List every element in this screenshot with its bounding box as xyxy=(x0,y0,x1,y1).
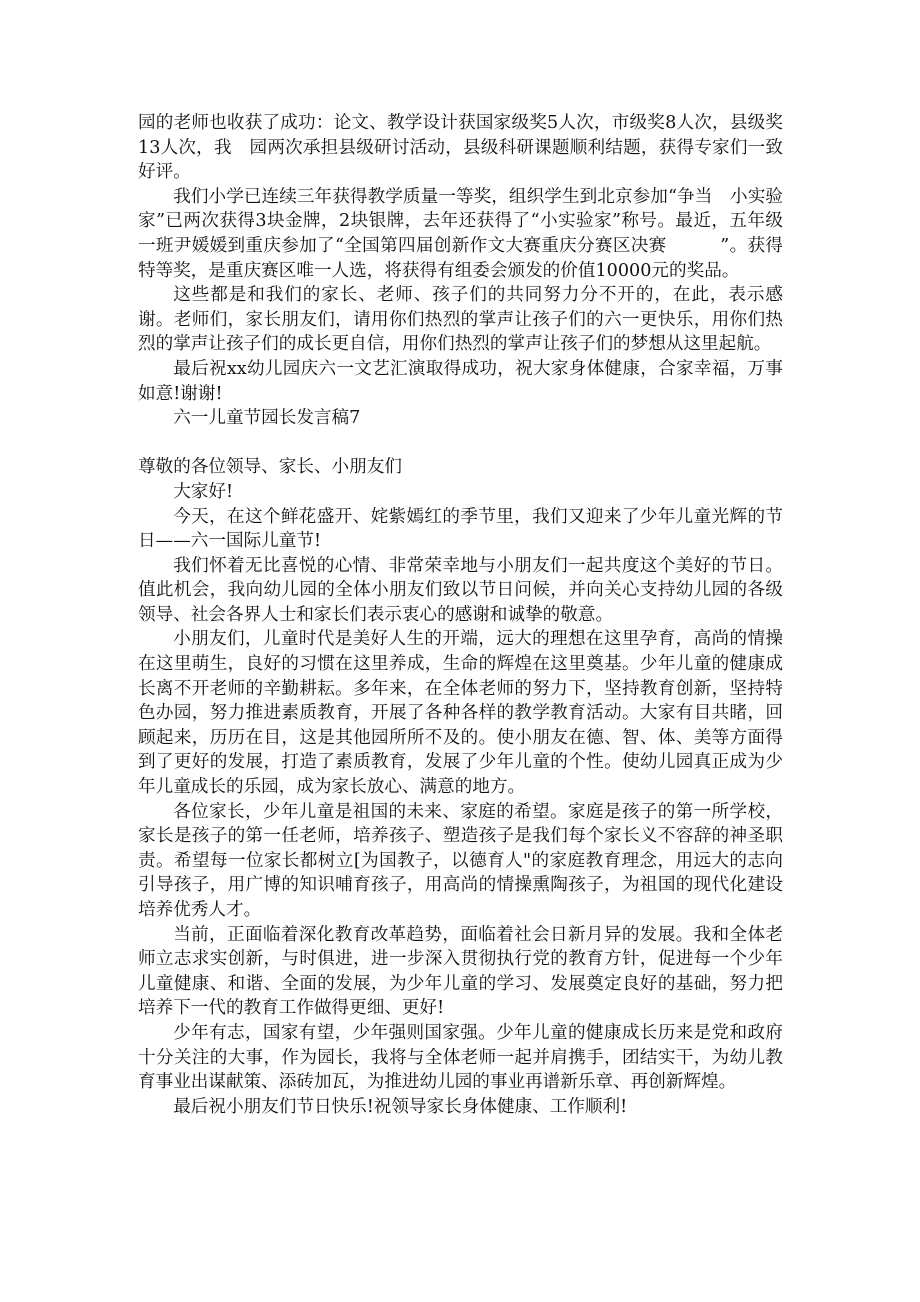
paragraph-thanks: 这些都是和我们的家长、老师、孩子们的共同努力分不开的，在此，表示感谢。老师们，家长朋友们，请用你们热烈的掌声让孩子们的六一更快乐，用你们热烈的掌声让孩子们的成长更自信，用你们热烈的掌声让孩子们的梦想从这里起航。 xyxy=(138,285,783,355)
paragraph-reform: 当前，正面临着深化教育改革趋势，面临着社会日新月异的发展。我和全体老师立志求实创新，与时俱进，进一步深入贯彻执行党的教育方针，促进每一个少年儿童健康、和谐、全面的发展，为少年儿童的学习、发展奠定良好的基础，努力把培养下一代的教育工作做得更细、更好! xyxy=(138,924,783,1019)
paragraph-parents: 各位家长，少年儿童是祖国的未来、家庭的希望。家庭是孩子的第一所学校，家长是孩子的第一任老师，培养孩子、塑造孩子是我们每个家长义不容辞的神圣职责。希望每一位家长都树立[为国教子，以德育人"的家庭教育理念，用远大的志向引导孩子，用广博的知识哺育孩子，用高尚的情操熏陶孩子，为祖国的现代化建设培养优秀人才。 xyxy=(138,801,783,920)
document-page xyxy=(138,111,783,1119)
blank-line xyxy=(138,431,783,456)
paragraph-continued: 园的老师也收获了成功：论文、教学设计获国家级奖5人次，市级奖8人次，县级奖13人次，我 园两次承担县级研讨活动，县级科研课题顺利结题，获得专家们一致好评。 xyxy=(138,113,783,183)
greeting: 大家好! xyxy=(173,481,234,502)
paragraph-achievements: 我们小学已连续三年获得教学质量一等奖，组织学生到北京参加“争当 小实验家”已两次获得3块金牌，2块银牌，去年还获得了“小实验家”称号。最近，五年级一班尹媛媛到重庆参加了“全国第四届创新作文大赛重庆分赛区决赛 ”。获得特等奖，是重庆赛区唯一人选，将获得有组委会颁发的价值10000元的奖品。 xyxy=(138,186,783,281)
paragraph-joy: 我们怀着无比喜悦的心情、非常荣幸地与小朋友们一起共度这个美好的节日。值此机会，我向幼儿园的全体小朋友们致以节日问候，并向关心支持幼儿园的各级领导、社会各界人士和家长们表示衷心的感谢和诚挚的敬意。 xyxy=(138,555,783,625)
paragraph-final-wish: 最后祝小朋友们节日快乐!祝领导家长身体健康、工作顺利! xyxy=(173,1096,628,1117)
paragraph-children: 小朋友们，儿童时代是美好人生的开端，远大的理想在这里孕育，高尚的情操在这里萌生，良好的习惯在这里养成，生命的辉煌在这里奠基。少年儿童的健康成长离不开老师的辛勤耕耘。多年来，在全体老师的努力下，坚持教育创新，坚持特色办园，努力推进素质教育，开展了各种各样的教学教育活动。大家有目共睹，回顾起来，历历在目，这是其他园所所不及的。使小朋友在德、智、体、美等方面得到了更好的发展，打造了素质教育，发展了少年儿童的个性。使幼儿园真正成为少年儿童成长的乐园，成为家长放心、满意的地方。 xyxy=(138,629,783,798)
paragraph-aspiration: 少年有志，国家有望，少年强则国家强。少年儿童的健康成长历来是党和政府十分关注的大事，作为园长，我将与全体老师一起并肩携手，团结实干，为幼儿教育事业出谋献策、添砖加瓦，为推进幼儿园的事业再谱新乐章、再创新辉煌。 xyxy=(138,1022,783,1093)
paragraph-intro: 今天，在这个鲜花盛开、姹紫嫣红的季节里，我们又迎来了少年儿童光辉的节日——六一国际儿童节! xyxy=(138,506,783,552)
section-heading: 六一儿童节园长发言稿7 xyxy=(173,408,361,429)
salutation: 尊敬的各位领导、家长、小朋友们 xyxy=(138,457,402,478)
paragraph-closing-wish: 最后祝xx幼儿园庆六一文艺汇演取得成功，祝大家身体健康，合家幸福，万事如意!谢谢! xyxy=(138,358,783,404)
